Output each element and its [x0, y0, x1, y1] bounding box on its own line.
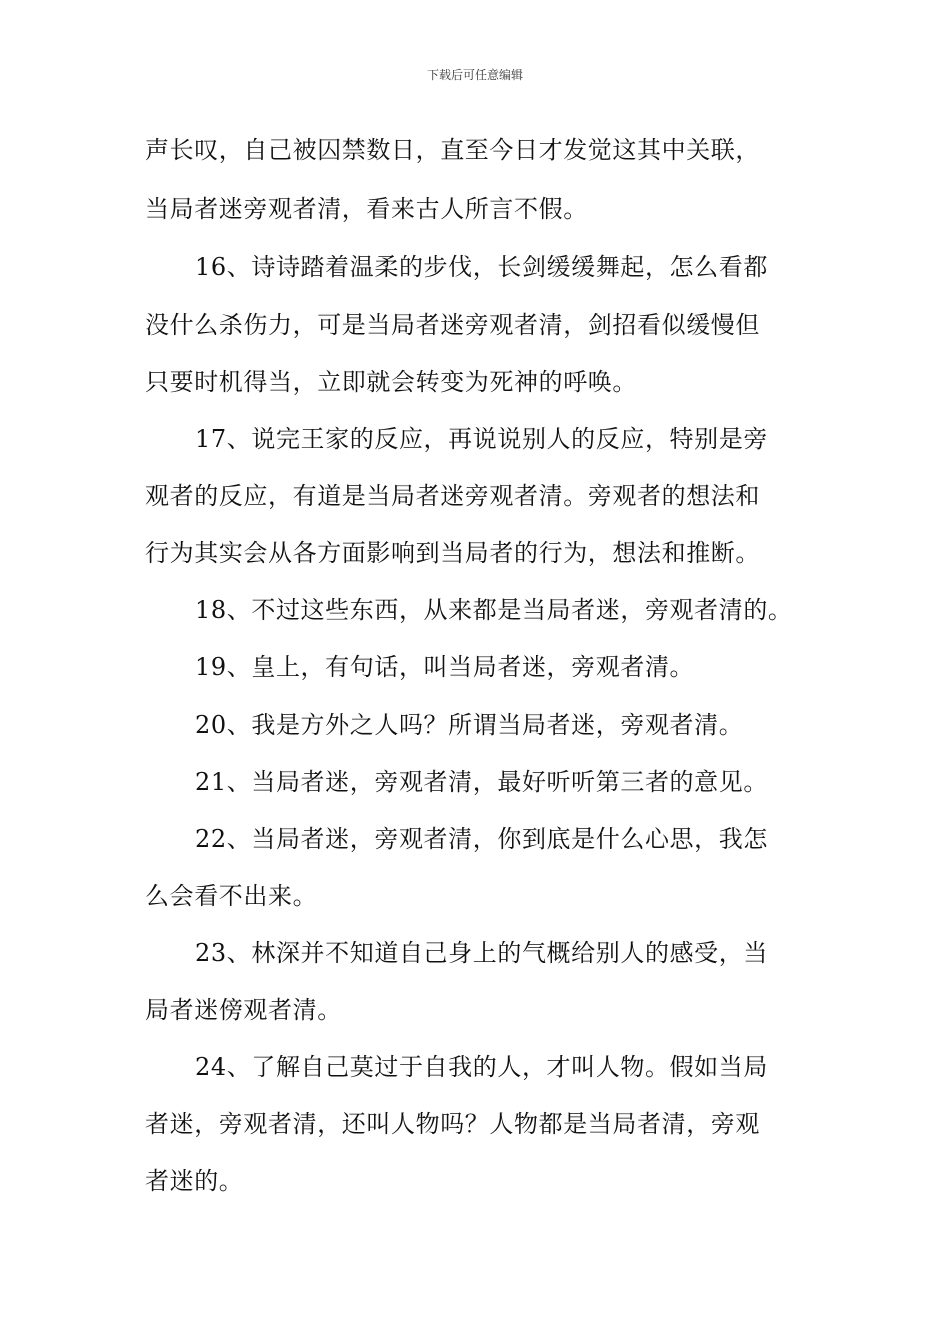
list-item-20: 20、我是方外之人吗？所谓当局者迷，旁观者清。	[195, 711, 744, 739]
text-line: 没什么杀伤力，可是当局者迷旁观者清，剑招看似缓慢但	[145, 311, 760, 339]
text-line: 么会看不出来。	[145, 882, 318, 910]
list-item-24: 24、了解自己莫过于自我的人，才叫人物。假如当局	[195, 1053, 768, 1081]
text-line: 观者的反应，有道是当局者迷旁观者清。旁观者的想法和	[145, 482, 760, 510]
page-header: 下载后可任意编辑	[426, 68, 523, 82]
text-line: 只要时机得当，立即就会转变为死神的呼唤。	[145, 368, 637, 396]
text-line: 声长叹，自己被囚禁数日，直至今日才发觉这其中关联，	[145, 136, 760, 164]
text-line: 者迷，旁观者清，还叫人物吗？人物都是当局者清，旁观	[145, 1110, 760, 1138]
list-item-16: 16、诗诗踏着温柔的步伐，长剑缓缓舞起，怎么看都	[195, 253, 768, 281]
list-item-18: 18、不过这些东西，从来都是当局者迷，旁观者清的。	[195, 596, 793, 624]
list-item-19: 19、皇上，有句话，叫当局者迷，旁观者清。	[195, 653, 695, 681]
text-line: 者迷的。	[145, 1167, 244, 1195]
list-item-21: 21、当局者迷，旁观者清，最好听听第三者的意见。	[195, 768, 768, 796]
list-item-23: 23、林深并不知道自己身上的气概给别人的感受，当	[195, 939, 768, 967]
text-line: 局者迷傍观者清。	[145, 996, 342, 1024]
text-line: 行为其实会从各方面影响到当局者的行为，想法和推断。	[145, 539, 760, 567]
list-item-17: 17、说完王家的反应，再说说别人的反应，特别是旁	[195, 425, 768, 453]
text-line: 当局者迷旁观者清，看来古人所言不假。	[145, 195, 588, 223]
list-item-22: 22、当局者迷，旁观者清，你到底是什么心思，我怎	[195, 825, 768, 853]
